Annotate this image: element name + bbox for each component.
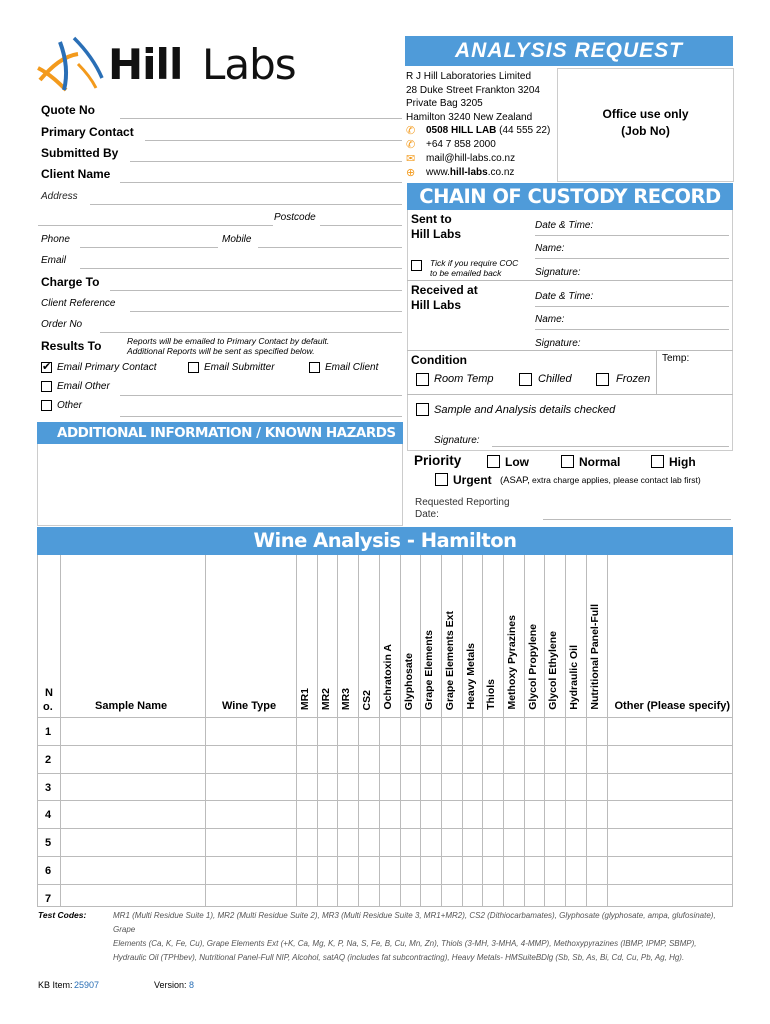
table-cell[interactable] xyxy=(205,800,296,828)
coc-received xyxy=(411,283,478,313)
coc-email-back-checkbox[interactable] xyxy=(411,260,422,271)
phone-icon: ✆ xyxy=(406,125,416,137)
version-value: 8 xyxy=(189,980,195,990)
table-cell[interactable] xyxy=(607,745,733,773)
table-cell[interactable] xyxy=(205,856,296,884)
row-number: 5 xyxy=(45,837,52,850)
email-icon: ✉ xyxy=(406,153,416,165)
client-name-label: Client Name xyxy=(41,167,111,181)
office-use-box xyxy=(557,68,734,182)
lab-web-bold[interactable]: hill-labs xyxy=(449,167,488,178)
email-field[interactable] xyxy=(80,268,402,269)
email-other-checkbox[interactable] xyxy=(41,381,52,392)
requested-reporting xyxy=(415,497,510,521)
table-cell[interactable] xyxy=(358,745,379,773)
table-cell[interactable] xyxy=(296,745,317,773)
table-cell[interactable] xyxy=(544,745,565,773)
table-cell[interactable] xyxy=(524,773,545,801)
col-test-header: Ochratoxin A xyxy=(381,644,394,710)
address-line-4: Hamilton 3240 New Zealand xyxy=(406,111,533,123)
table-cell[interactable] xyxy=(296,884,317,912)
table-cell[interactable] xyxy=(358,828,379,856)
coc-signature-field[interactable] xyxy=(407,280,733,281)
table-cell[interactable] xyxy=(544,828,565,856)
table-cell[interactable] xyxy=(482,745,503,773)
results-note-1: Reports will be emailed to Primary Contact by default. xyxy=(127,336,330,346)
table-cell[interactable] xyxy=(296,828,317,856)
table-cell[interactable] xyxy=(337,884,358,912)
lab-web-post[interactable]: .co.nz xyxy=(487,167,515,178)
priority-label: Priority xyxy=(414,453,462,468)
table-cell[interactable] xyxy=(205,884,296,912)
coc-received-1: Received at xyxy=(411,283,478,297)
table-cell[interactable] xyxy=(60,884,205,912)
address-field[interactable] xyxy=(90,204,402,205)
coc-received-2: Hill Labs xyxy=(411,298,462,312)
table-cell[interactable] xyxy=(503,717,524,745)
requested-reporting-1: Requested Reporting xyxy=(415,497,510,508)
postcode-field[interactable] xyxy=(320,225,402,226)
coc-tick-note xyxy=(430,258,518,278)
table-cell[interactable] xyxy=(296,856,317,884)
col-test-header: MR2 xyxy=(319,687,332,710)
table-cell[interactable] xyxy=(544,856,565,884)
table-cell[interactable] xyxy=(565,745,586,773)
table-cell[interactable] xyxy=(544,800,565,828)
kb-item-label: KB Item: xyxy=(38,980,73,990)
table-cell[interactable] xyxy=(379,745,400,773)
priority-high-label: High xyxy=(669,455,696,469)
requested-reporting-2: Date: xyxy=(415,509,439,520)
table-cell[interactable] xyxy=(337,773,358,801)
table-cell[interactable] xyxy=(544,773,565,801)
urgent-note-paren: (ASAP, xyxy=(500,475,530,486)
lab-web-pre[interactable]: www. xyxy=(426,167,450,178)
logo-text-hill: Hill xyxy=(108,40,183,89)
mobile-field[interactable] xyxy=(258,247,402,248)
priority-urgent-checkbox[interactable] xyxy=(435,473,448,486)
table-cell[interactable] xyxy=(420,717,441,745)
test-codes-text xyxy=(113,909,733,965)
test-codes-line-3: Hydraulic Oil (TPHbev), Nutritional Panel-Full NIP, Alcohol, satAQ (includes fat subcontracting), Heavy Metals- HMSuiteBDlg (Sb, Sb, As, Bi, Cd, Cu, Pb, Ag, Hg). xyxy=(113,953,685,962)
coc-received-date-label: Date & Time: xyxy=(535,291,594,302)
client-reference-label: Client Reference xyxy=(41,298,116,309)
table-cell[interactable] xyxy=(482,884,503,912)
address-line-3: Private Bag 3205 xyxy=(406,98,483,109)
table-cell[interactable] xyxy=(441,800,462,828)
order-no-field[interactable] xyxy=(100,332,402,333)
requested-date-field[interactable] xyxy=(543,519,731,520)
lab-address xyxy=(406,70,540,124)
table-cell[interactable] xyxy=(524,884,545,912)
coc-condition-divider xyxy=(407,394,733,395)
coc-temp-label: Temp: xyxy=(662,353,690,364)
wine-analysis-title: Wine Analysis - Hamilton xyxy=(253,529,517,552)
primary-contact-field[interactable] xyxy=(145,140,402,141)
col-test-header: Glyphosate xyxy=(402,652,415,710)
table-cell[interactable] xyxy=(503,856,524,884)
table-cell[interactable] xyxy=(337,717,358,745)
analysis-request-title: ANALYSIS REQUEST xyxy=(455,39,683,62)
address-line-2: 28 Duke Street Frankton 3204 xyxy=(406,84,540,96)
table-cell[interactable] xyxy=(379,773,400,801)
primary-contact-label: Primary Contact xyxy=(41,125,134,139)
phone-field[interactable] xyxy=(80,247,218,248)
table-cell[interactable] xyxy=(607,828,733,856)
coc-date-time-field[interactable] xyxy=(535,235,729,236)
email-other-field[interactable] xyxy=(120,395,402,396)
table-cell[interactable] xyxy=(503,884,524,912)
table-cell[interactable] xyxy=(586,884,607,912)
phone-icon-2: ✆ xyxy=(406,139,416,151)
table-cell[interactable] xyxy=(524,745,545,773)
email-other-label: Email Other xyxy=(57,381,110,392)
table-cell[interactable] xyxy=(482,773,503,801)
test-codes-label: Test Codes: xyxy=(38,910,87,920)
table-cell[interactable] xyxy=(482,800,503,828)
quote-no-label: Quote No xyxy=(41,103,95,117)
table-cell[interactable] xyxy=(205,717,296,745)
address-label: Address xyxy=(41,191,78,202)
coc-date-time-label: Date & Time: xyxy=(535,220,594,231)
table-cell[interactable] xyxy=(358,884,379,912)
table-cell[interactable] xyxy=(60,800,205,828)
coc-sent-to-2: Hill Labs xyxy=(411,227,462,241)
col-no-header-1: N xyxy=(45,687,53,699)
table-cell[interactable] xyxy=(503,800,524,828)
coc-banner xyxy=(407,183,733,210)
table-cell[interactable] xyxy=(317,717,338,745)
additional-info-title: ADDITIONAL INFORMATION / KNOWN HAZARDS xyxy=(57,425,396,441)
other-label: Other xyxy=(57,400,83,411)
table-cell[interactable] xyxy=(205,773,296,801)
email-label: Email xyxy=(41,255,67,266)
table-cell[interactable] xyxy=(317,828,338,856)
phone-freephone-bold: 0508 HILL LAB xyxy=(426,125,497,136)
table-cell[interactable] xyxy=(441,856,462,884)
table-cell[interactable] xyxy=(400,800,421,828)
frozen-label: Frozen xyxy=(616,373,651,385)
table-cell[interactable] xyxy=(544,717,565,745)
additional-info-textarea[interactable] xyxy=(37,444,403,526)
lab-contacts xyxy=(406,124,550,180)
table-cell[interactable] xyxy=(400,717,421,745)
coc-tick-note-2: to be emailed back xyxy=(430,268,502,278)
table-cell[interactable] xyxy=(420,773,441,801)
room-temp-checkbox[interactable] xyxy=(416,373,429,386)
email-client-checkbox[interactable] xyxy=(309,362,320,373)
table-cell[interactable] xyxy=(420,856,441,884)
table-cell[interactable] xyxy=(607,800,733,828)
table-cell[interactable] xyxy=(586,800,607,828)
priority-low-label: Low xyxy=(505,455,529,469)
table-cell[interactable] xyxy=(565,717,586,745)
coc-checked-signature-label: Signature: xyxy=(434,435,480,446)
coc-received-name-label: Name: xyxy=(535,314,565,325)
email-primary-contact-checkbox[interactable] xyxy=(41,362,52,373)
table-cell[interactable] xyxy=(337,828,358,856)
table-cell[interactable] xyxy=(358,800,379,828)
order-no-label: Order No xyxy=(41,319,83,330)
table-cell[interactable] xyxy=(205,745,296,773)
chilled-checkbox[interactable] xyxy=(519,373,532,386)
office-use-line-2: (Job No) xyxy=(621,124,670,138)
priority-urgent-label: Urgent xyxy=(453,473,492,487)
analysis-request-banner xyxy=(405,36,733,66)
table-cell[interactable] xyxy=(607,856,733,884)
table-cell[interactable] xyxy=(524,800,545,828)
room-temp-label: Room Temp xyxy=(434,373,494,385)
details-checked-label: Sample and Analysis details checked xyxy=(434,404,616,416)
coc-condition-label: Condition xyxy=(411,353,467,367)
table-cell[interactable] xyxy=(420,828,441,856)
col-no-header-2: o. xyxy=(43,701,53,713)
col-test-header: Glycol Ethylene xyxy=(547,631,560,710)
client-name-field[interactable] xyxy=(120,182,402,183)
table-cell[interactable] xyxy=(441,884,462,912)
col-type-header: Wine Type xyxy=(222,700,277,712)
logo-text-labs: Labs xyxy=(202,40,296,89)
table-cell[interactable] xyxy=(482,828,503,856)
coc-title: CHAIN OF CUSTODY RECORD xyxy=(419,185,721,208)
coc-received-signature-field[interactable] xyxy=(407,350,733,351)
table-cell[interactable] xyxy=(379,856,400,884)
address-field-2[interactable] xyxy=(38,225,273,226)
lab-email[interactable]: mail@hill-labs.co.nz xyxy=(426,153,516,164)
table-cell[interactable] xyxy=(482,717,503,745)
table-cell[interactable] xyxy=(379,828,400,856)
table-cell[interactable] xyxy=(337,856,358,884)
table-cell[interactable] xyxy=(586,828,607,856)
table-cell[interactable] xyxy=(503,745,524,773)
checkmark-icon: ✔ xyxy=(42,361,52,373)
email-client-label: Email Client xyxy=(325,362,379,373)
priority-low-checkbox[interactable] xyxy=(487,455,500,468)
table-cell[interactable] xyxy=(337,745,358,773)
phone-freephone-rest: (44 555 22) xyxy=(496,125,551,136)
table-cell[interactable] xyxy=(544,884,565,912)
coc-temp-divider xyxy=(656,350,657,394)
priority-normal-checkbox[interactable] xyxy=(561,455,574,468)
coc-sent-to-1: Sent to xyxy=(411,212,452,226)
table-cell[interactable] xyxy=(586,717,607,745)
urgent-note: extra charge applies, please contact lab first) xyxy=(532,475,701,485)
email-submitter-checkbox[interactable] xyxy=(188,362,199,373)
table-cell[interactable] xyxy=(400,884,421,912)
chilled-label: Chilled xyxy=(538,373,572,385)
client-reference-field[interactable] xyxy=(130,311,402,312)
table-cell[interactable] xyxy=(60,828,205,856)
results-note-2: Additional Reports will be sent as specified below. xyxy=(127,346,315,356)
col-test-header: Nutritional Panel-Full xyxy=(588,604,601,710)
details-checked-checkbox[interactable] xyxy=(416,403,429,416)
table-cell[interactable] xyxy=(462,884,483,912)
table-cell[interactable] xyxy=(565,800,586,828)
phone-main: +64 7 858 2000 xyxy=(426,139,496,150)
charge-to-label: Charge To xyxy=(41,275,100,289)
table-cell[interactable] xyxy=(524,856,545,884)
table-cell[interactable] xyxy=(358,856,379,884)
table-cell[interactable] xyxy=(462,717,483,745)
col-test-header: MR3 xyxy=(340,687,353,710)
table-cell[interactable] xyxy=(503,773,524,801)
coc-sent-to xyxy=(411,212,461,242)
coc-signature-label: Signature: xyxy=(535,267,581,278)
table-cell[interactable] xyxy=(462,828,483,856)
test-codes-line-1: MR1 (Multi Residue Suite 1), MR2 (Multi Residue Suite 2), MR3 (Multi Residue Suite 3, MR1+MR2), CS2 (Dithiocarbamates), Glyphosate (glyphosate, ampa, glufosinate), Grape xyxy=(113,911,716,934)
table-cell[interactable] xyxy=(296,773,317,801)
table-cell[interactable] xyxy=(607,717,733,745)
table-cell[interactable] xyxy=(441,773,462,801)
col-sample-header: Sample Name xyxy=(95,700,168,712)
version-label: Version: xyxy=(154,980,187,990)
row-number: 3 xyxy=(45,781,52,794)
priority-normal-label: Normal xyxy=(579,455,621,469)
phone-label: Phone xyxy=(41,234,70,245)
coc-checked-signature-field[interactable] xyxy=(492,446,729,447)
table-cell[interactable] xyxy=(400,856,421,884)
table-cell[interactable] xyxy=(337,800,358,828)
other-field[interactable] xyxy=(120,416,402,417)
table-cell[interactable] xyxy=(317,773,338,801)
table-cell[interactable] xyxy=(607,884,733,912)
table-cell[interactable] xyxy=(379,884,400,912)
row-number: 7 xyxy=(45,892,52,905)
row-number: 2 xyxy=(45,753,52,766)
submitted-by-label: Submitted By xyxy=(41,146,119,160)
kb-item-value: 25907 xyxy=(74,980,100,990)
table-cell[interactable] xyxy=(462,773,483,801)
coc-name-field[interactable] xyxy=(535,258,729,259)
table-cell[interactable] xyxy=(400,828,421,856)
results-to-label: Results To xyxy=(41,339,102,353)
table-cell[interactable] xyxy=(586,856,607,884)
coc-received-name-field[interactable] xyxy=(535,329,729,330)
table-cell[interactable] xyxy=(420,800,441,828)
globe-icon: ⊕ xyxy=(406,167,416,179)
email-primary-contact-label: Email Primary Contact xyxy=(57,362,157,373)
coc-name-label: Name: xyxy=(535,243,565,254)
table-cell[interactable] xyxy=(462,745,483,773)
col-test-header: Grape Elements Ext xyxy=(443,610,456,710)
postcode-label: Postcode xyxy=(274,212,316,223)
submitted-by-field[interactable] xyxy=(130,161,402,162)
table-cell[interactable] xyxy=(60,717,205,745)
table-cell[interactable] xyxy=(441,828,462,856)
results-note xyxy=(127,336,329,356)
email-submitter-label: Email Submitter xyxy=(204,362,275,373)
table-cell[interactable] xyxy=(503,828,524,856)
table-cell[interactable] xyxy=(482,856,503,884)
table-cell[interactable] xyxy=(205,828,296,856)
table-cell[interactable] xyxy=(317,800,338,828)
table-cell[interactable] xyxy=(565,773,586,801)
table-cell[interactable] xyxy=(296,800,317,828)
office-use-line-1: Office use only xyxy=(602,107,689,121)
mobile-label: Mobile xyxy=(222,234,252,245)
table-cell[interactable] xyxy=(358,717,379,745)
col-test-header: Methoxy Pyrazines xyxy=(506,615,518,710)
table-cell[interactable] xyxy=(441,717,462,745)
table-cell[interactable] xyxy=(317,884,338,912)
table-cell[interactable] xyxy=(317,856,338,884)
table-cell[interactable] xyxy=(60,745,205,773)
hill-labs-logo-mark xyxy=(34,34,112,94)
table-cell[interactable] xyxy=(586,773,607,801)
col-test-header: Hydraulic Oil xyxy=(568,645,581,710)
table-cell[interactable] xyxy=(400,745,421,773)
table-cell[interactable] xyxy=(524,717,545,745)
coc-received-date-field[interactable] xyxy=(535,306,729,307)
hill-labs-logo xyxy=(34,34,304,94)
coc-received-signature-label: Signature: xyxy=(535,338,581,349)
address-line-1: R J Hill Laboratories Limited xyxy=(406,71,532,82)
wine-analysis-banner xyxy=(37,527,733,555)
table-cell[interactable] xyxy=(400,773,421,801)
table-cell[interactable] xyxy=(565,856,586,884)
table-cell[interactable] xyxy=(441,745,462,773)
col-test-header: MR1 xyxy=(299,687,311,710)
table-cell[interactable] xyxy=(60,856,205,884)
charge-to-field[interactable] xyxy=(110,290,402,291)
table-cell[interactable] xyxy=(358,773,379,801)
table-cell[interactable] xyxy=(60,773,205,801)
table-cell[interactable] xyxy=(462,856,483,884)
table-cell[interactable] xyxy=(565,884,586,912)
table-cell[interactable] xyxy=(296,717,317,745)
table-cell[interactable] xyxy=(379,800,400,828)
row-number: 4 xyxy=(45,809,52,822)
coc-tick-note-1: Tick if you require COC xyxy=(430,258,519,268)
col-test-header: Heavy Metals xyxy=(464,643,477,710)
table-cell[interactable] xyxy=(420,745,441,773)
other-checkbox[interactable] xyxy=(41,400,52,411)
quote-no-field[interactable] xyxy=(120,118,402,119)
table-cell[interactable] xyxy=(462,800,483,828)
table-cell[interactable] xyxy=(524,828,545,856)
row-number: 6 xyxy=(45,865,52,877)
col-other-header: Other (Please specify) xyxy=(614,700,731,712)
frozen-checkbox[interactable] xyxy=(596,373,609,386)
table-cell[interactable] xyxy=(420,884,441,912)
col-test-header: Thiols xyxy=(485,679,498,710)
table-cell[interactable] xyxy=(379,717,400,745)
row-number: 1 xyxy=(45,726,52,738)
test-codes-line-2: Elements (Ca, K, Fe, Cu), Grape Elements Ext (+K, Ca, Mg, K, P, Na, S, Fe, B, Cu, Mn, Zn), Thiols (3-MH, 3-MHA, 4-MMP), Methoxypyrazines (IBMP, IPMP, SBMP), xyxy=(113,939,697,948)
additional-info-banner xyxy=(37,422,403,444)
wine-analysis-table xyxy=(37,555,733,907)
table-cell[interactable] xyxy=(317,745,338,773)
col-test-header: Grape Elements xyxy=(423,630,436,710)
table-cell[interactable] xyxy=(607,773,733,801)
priority-high-checkbox[interactable] xyxy=(651,455,664,468)
col-test-header: Glycol Propylene xyxy=(526,624,539,710)
table-cell[interactable] xyxy=(565,828,586,856)
table-cell[interactable] xyxy=(586,745,607,773)
col-test-header: CS2 xyxy=(361,689,374,710)
